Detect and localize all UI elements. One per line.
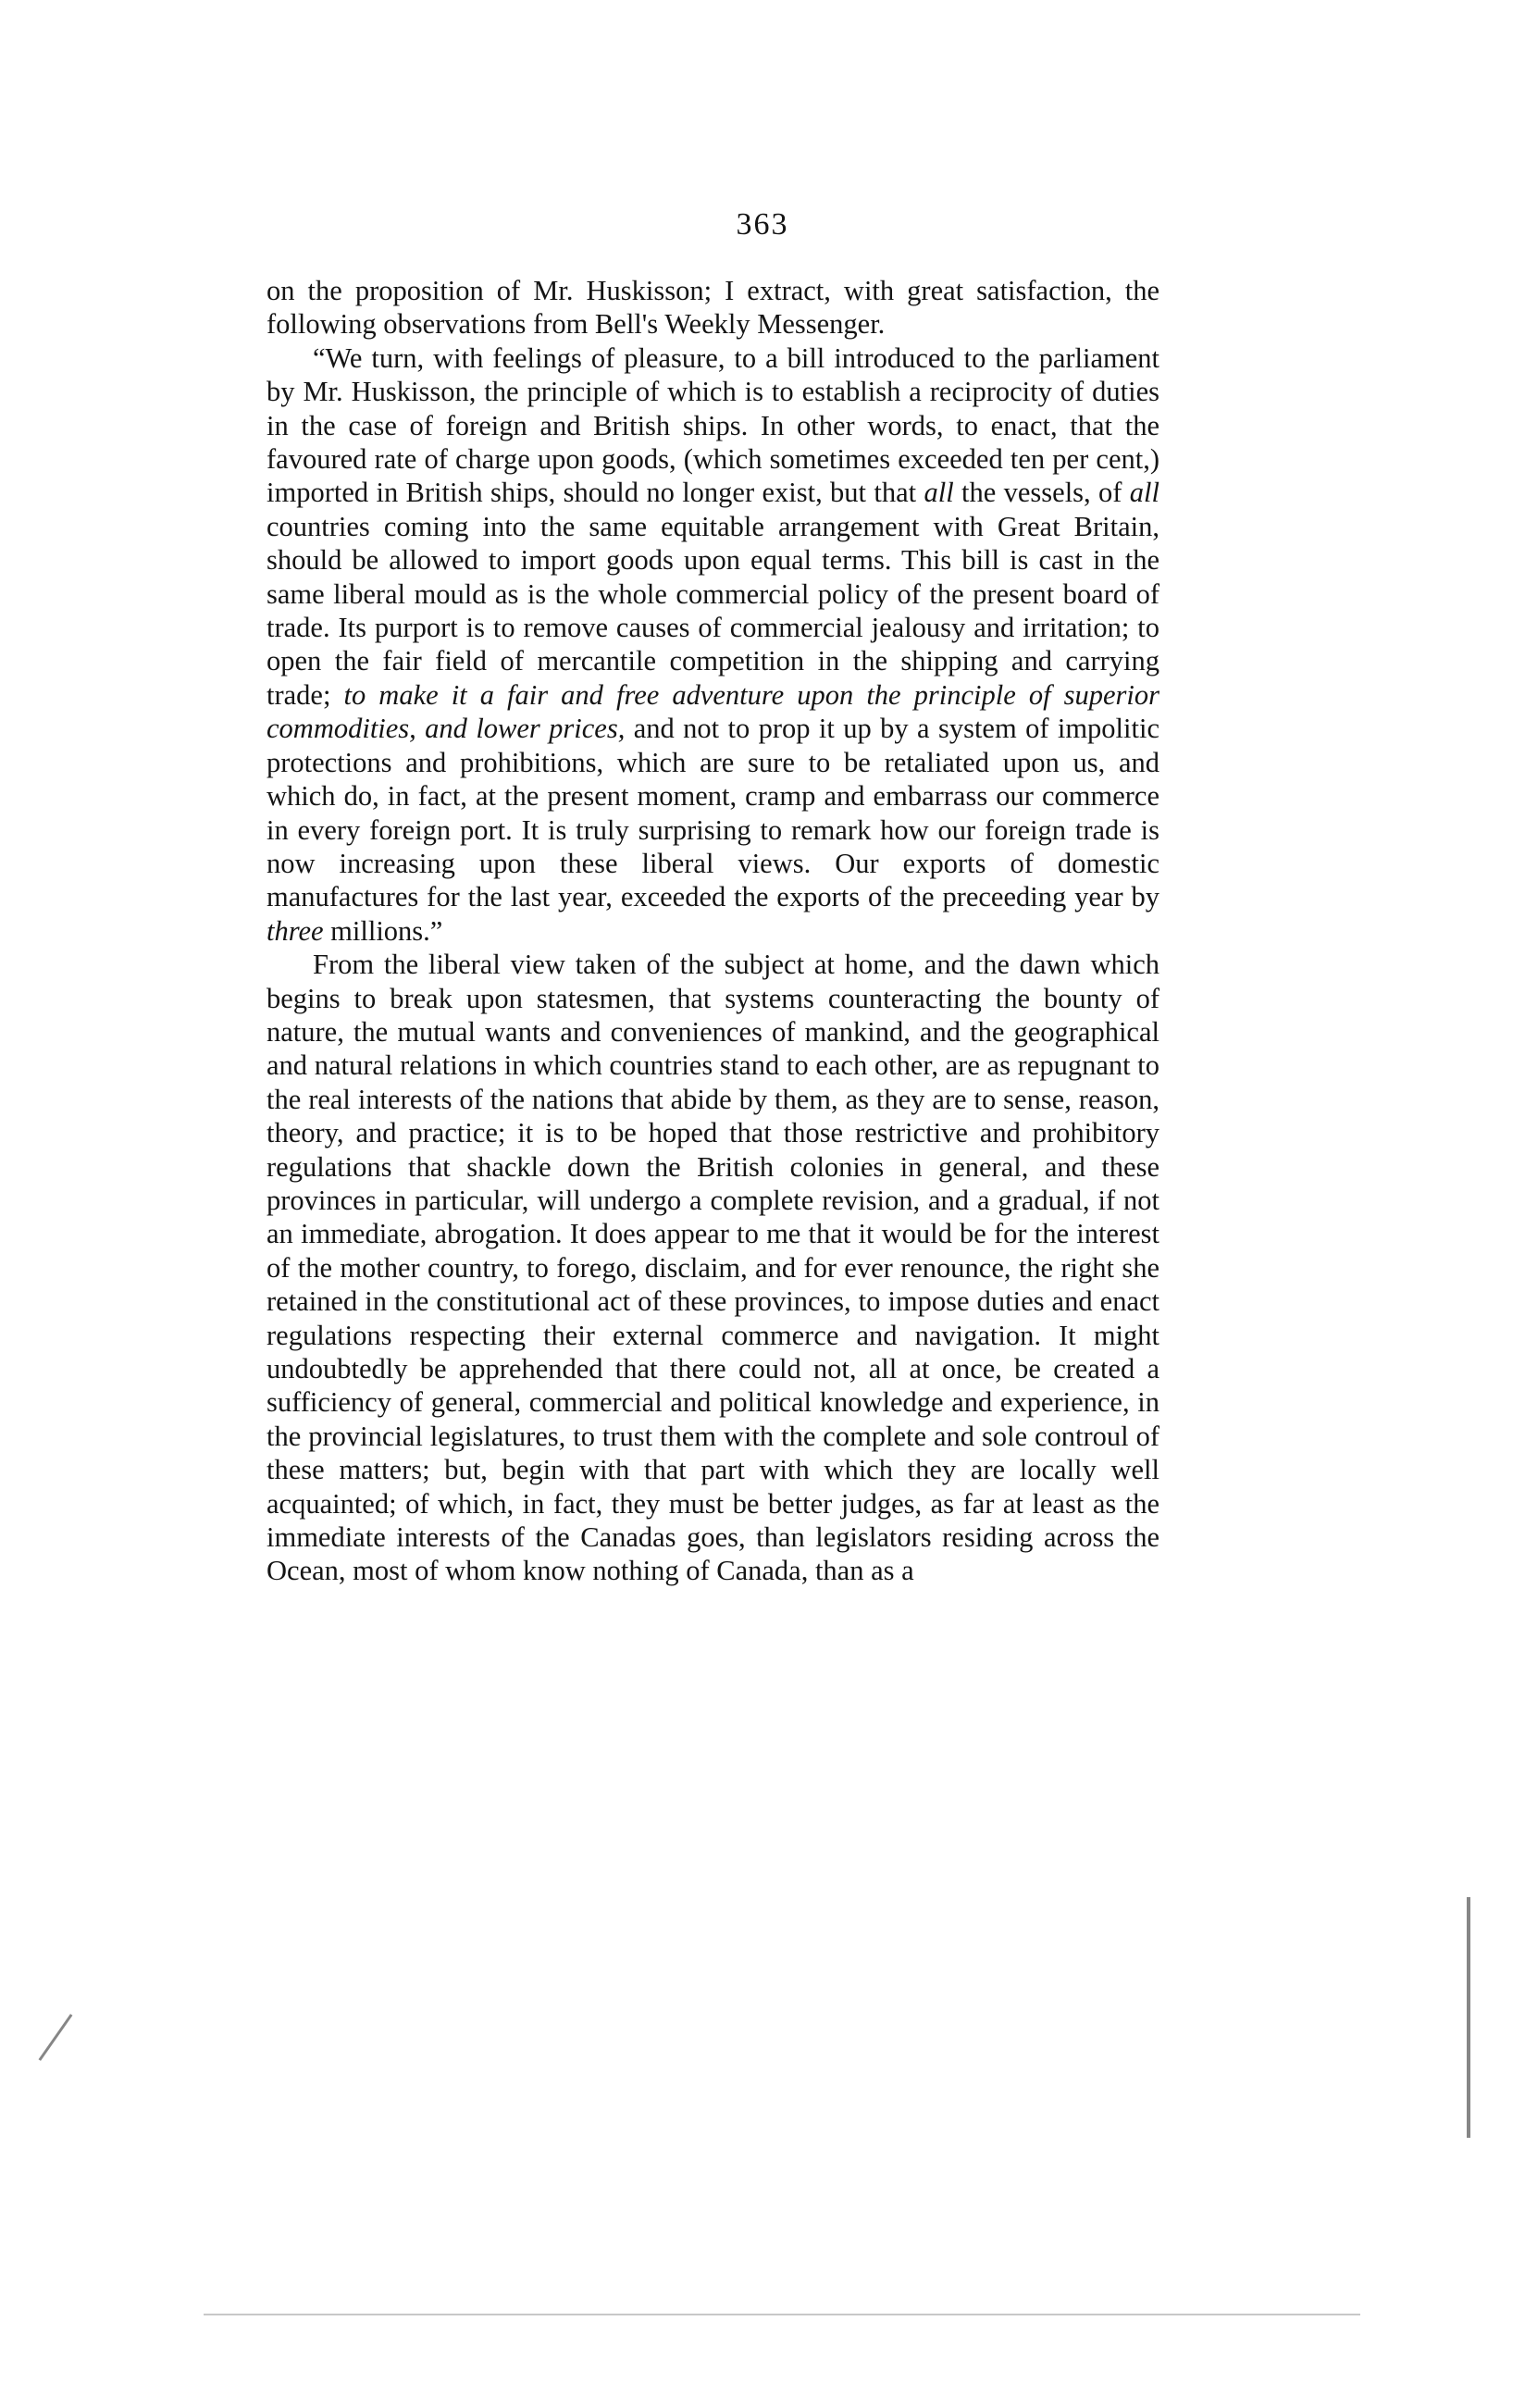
- text-run: the vessels, of: [953, 477, 1130, 509]
- italic-text: three: [267, 914, 324, 947]
- text-run: countries coming into the same equitable arrangement with Great Britain, should be allowed to import goods upon equal terms. This bill is cast in the same liberal mould as is the whole commercial policy of the present board of trade. Its purport is to remove causes of commercial jealousy and irritation; to open the fair field of mercantile competition in the shipping and carrying trade;: [267, 510, 1159, 711]
- scan-edge-left: [39, 2014, 73, 2061]
- text-run: From the liberal view taken of the subject at home, and the dawn which begins to break upon statesmen, that systems counteracting the bounty of nature, the mutual wants and conveniences of mankind, and the geographical and natural relations in which countries stand to each other, are as repugnant to the real interests of the nations that abide by them, as they are to sense, reason, theory, and practice; it is to be hoped that those restrictive and prohibitory regulations that shackle down the British colonies in general, and these provinces in particular, will undergo a complete revision, and a gradual, if not an immediate, abrogation. It does appear to me that it would be for the interest of the mother country, to forego, disclaim, and for ever renounce, the right she retained in the constitutional act of these provinces, to impose duties and enact regulations respecting their external commerce and navigation. It might undoubtedly be apprehended that there could not, all at once, be created a sufficiency of general, commercial and political knowledge and experience, in the provincial legislatures, to trust them with the complete and sole controul of these matters; but, begin with that part with which they are locally well acquainted; of which, in fact, they must be better judges, as far at least as the immediate interests of the Canadas goes, than legislators residing across the Ocean, most of whom know nothing of Canada, than as a: [267, 949, 1159, 1587]
- page-number: 363: [736, 207, 789, 242]
- text-run: “We turn, with feelings of pleasure, to a bill introduced to the parliament by Mr. Huskisson, the principle of which is to establish a reciprocity of duties in the case of foreign and British ships. In other words, to enact, that the favoured rate of charge upon goods, (which sometimes exceeded ten per cent,) imported in British ships, should no longer exist, but that: [267, 341, 1159, 509]
- text-run: millions.”: [323, 914, 443, 947]
- text-run: on the proposition of Mr. Huskisson; I extract, with great satisfaction, the following observations from Bell's Weekly Messenger.: [267, 275, 1159, 341]
- scan-edge-right: [1467, 1897, 1470, 2138]
- paragraph-quote: [267, 341, 1159, 948]
- scan-edge-bottom: [204, 2314, 1360, 2315]
- italic-text: to make it a fair and free adventure upon the principle of superior commodities, and lower prices,: [267, 678, 1159, 745]
- text-run: and not to prop it up by a system of impolitic protections and prohibitions, which are sure to be retaliated upon us, and which do, in fact, at the present moment, cramp and embarrass our commerce in every foreign port. It is truly surprising to remark how our foreign trade is now increasing upon these liberal views. Our exports of domestic manufactures for the last year, exceeded the exports of the preceeding year by: [267, 713, 1159, 913]
- italic-text: all: [1129, 477, 1159, 509]
- paragraph-argument: [267, 948, 1159, 1588]
- paragraph-intro: [267, 274, 1159, 341]
- italic-text: all: [924, 477, 954, 509]
- body-text: [267, 274, 1159, 1588]
